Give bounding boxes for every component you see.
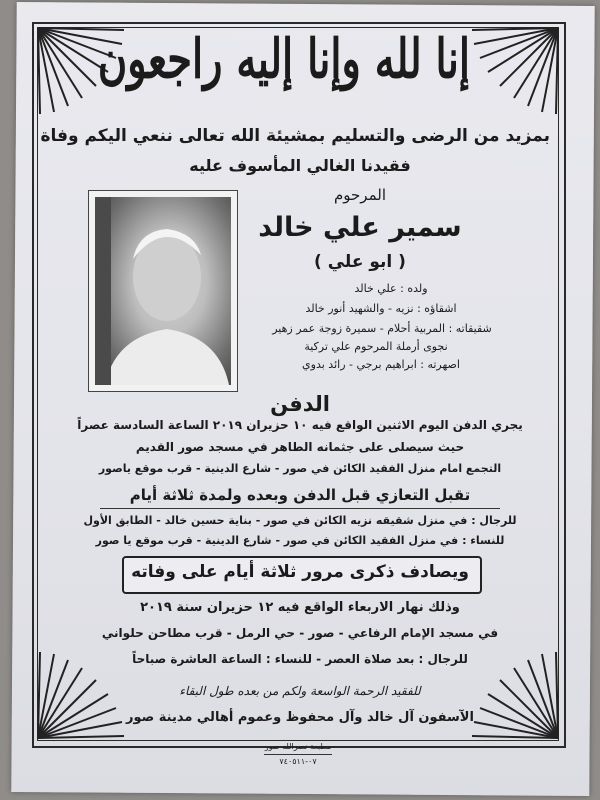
burial-heading: الدفن — [270, 392, 330, 416]
deceased-photo — [88, 190, 238, 392]
condolences-women: للنساء : في منزل الفقيد الكائن في صور - شارع الدينية - قرب موقع يا صور — [95, 534, 505, 547]
burial-line-3: التجمع امام منزل الفقيد الكائن في صور - شارع الدينية - قرب موقع ياصور — [98, 462, 502, 475]
memorial-line-3: للرجال : بعد صلاة العصر - للنساء : الساعة العاشرة صباحاً — [132, 652, 468, 666]
condolences-men: للرجال : في منزل شقيقه نزيه الكائن في صور - بناية حسين خالد - الطابق الأول — [83, 514, 517, 527]
family-line-sisters-2: نجوى أرملة المرحوم علي تركية — [304, 340, 448, 353]
family-line-sisters: شقيقاته : المربية أحلام - سميرة زوجة عمر زهير — [272, 322, 492, 335]
intro-line-2: فقيدنا الغالي المأسوف عليه — [189, 156, 411, 175]
header-verse: إنا لله وإنا إليه راجعون — [97, 27, 470, 92]
printer-name: مطبعة نصرالله صور — [264, 742, 332, 751]
memorial-line-1: وذلك نهار الاربعاء الواقع فيه ١٢ حزيران سنة ٢٠١٩ — [140, 600, 460, 615]
deceased-name: سمير علي خالد — [258, 212, 462, 243]
deceased-title: المرحوم — [334, 186, 386, 204]
printer-phone: ٠٧-٧٤٠٥١١ — [279, 757, 317, 766]
family-line-in-laws: اصهرته : ابراهيم برجي - رائد بدوي — [302, 358, 460, 371]
deceased-nickname: ( ابو علي ) — [314, 252, 406, 272]
burial-line-1: يجري الدفن اليوم الاثنين الواقع فيه ١٠ حزيران ٢٠١٩ الساعة السادسة عصراً — [77, 418, 523, 432]
memorial-line-2: في مسجد الإمام الرفاعي - صور - حي الرمل - قرب مطاحن حلواني — [101, 626, 499, 640]
closing-prayer: للفقيد الرحمة الواسعة ولكم من بعده طول البقاء — [179, 684, 421, 698]
printer-mark — [250, 742, 346, 772]
portrait-silhouette — [95, 197, 231, 385]
corner-ornament-top-right — [470, 26, 560, 116]
condolences-underline — [100, 508, 500, 509]
closing-signature: الآسفون آل خالد وآل محفوظ وعموم أهالي مدينة صور — [126, 710, 474, 725]
memorial-banner-text: ويصادف ذكرى مرور ثلاثة أيام على وفاته — [131, 562, 469, 582]
condolences-heading: تقبل التعازي قبل الدفن وبعده ولمدة ثلاثة أيام — [129, 486, 471, 504]
burial-line-2: حيث سيصلى على جثمانه الطاهر في مسجد صور القديم — [135, 440, 465, 454]
intro-line-1: بمزيد من الرضى والتسليم بمشيئة الله تعالى ننعي اليكم وفاة — [40, 126, 550, 146]
printer-rule — [264, 754, 332, 755]
family-line-son: ولده : علي خالد — [354, 282, 428, 295]
family-line-brothers: اشقاؤه : نزيه - والشهيد أنور خالد — [305, 302, 457, 315]
